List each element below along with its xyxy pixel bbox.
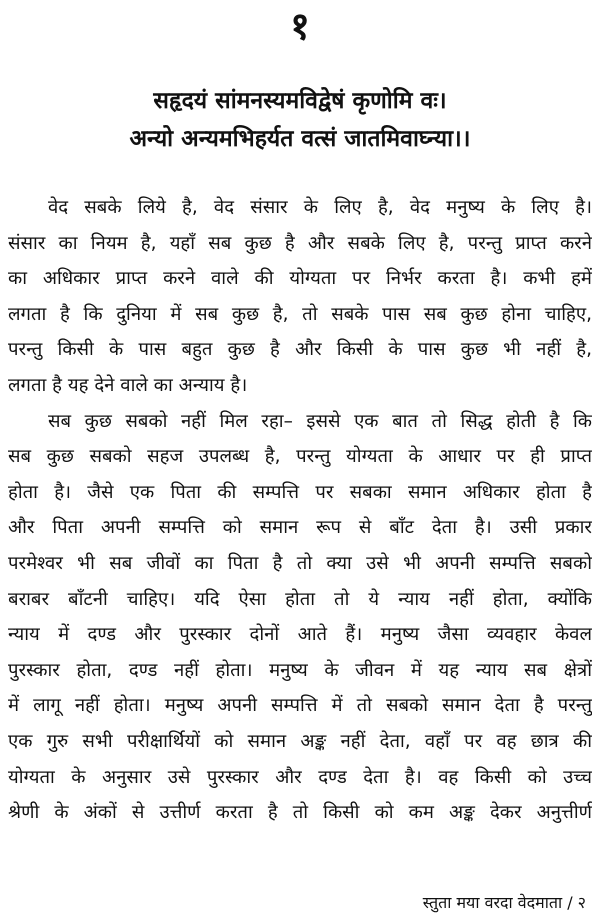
paragraph-1-line-2: संसार का नियम है, यहाँ सब कुछ है और सबके लिए है, परन्तु प्राप्त करने [8, 232, 592, 254]
paragraph-2-line-3: होता है। जैसे एक पिता की सम्पत्ति पर सबका समान अधिकार होता है [8, 481, 592, 503]
mantra-line-1: सहृदयं सांमनस्यमविद्वेषं कृणोमि वः। [153, 88, 447, 114]
paragraph-2-line-8: पुरस्कार होता, दण्ड नहीं होता। मनुष्य के जीवन में यह न्याय सब क्षेत्रों [8, 659, 592, 681]
page-number: १ [290, 4, 310, 48]
paragraph-2-line-1: सब कुछ सबको नहीं मिल रहा– इससे एक बात तो सिद्ध होती है कि [48, 410, 592, 432]
paragraph-2-line-10: एक गुरु सभी परीक्षार्थियों को समान अङ्क नहीं देता, वहाँ पर वह छात्र की [8, 730, 592, 752]
paragraph-1-line-4: लगता है कि दुनिया में सब कुछ है, तो सबके पास सब कुछ होना चाहिए, [8, 303, 592, 325]
paragraph-2-line-4: और पिता अपनी सम्पत्ति को समान रूप से बाँट देता है। उसी प्रकार [8, 517, 592, 539]
paragraph-2-line-12: श्रेणी के अंकों से उत्तीर्ण करता है तो किसी को कम अङ्क देकर अनुत्तीर्ण [8, 802, 592, 824]
paragraph-2-line-2: सब कुछ सबको सहज उपलब्ध है, परन्तु योग्यता के आधार पर ही प्राप्त [8, 446, 592, 468]
paragraph-2-line-7: न्याय में दण्ड और पुरस्कार दोनों आते हैं। मनुष्य जैसा व्यवहार केवल [8, 624, 592, 646]
running-footer: स्तुता मया वरदा वेदमाता / २ [422, 893, 586, 912]
vedic-mantra [0, 82, 600, 158]
paragraph-1-line-6: लगता है यह देने वाले का अन्याय है। [8, 374, 248, 396]
paragraph-1-line-3: का अधिकार प्राप्त करने वाले की योग्यता पर निर्भर करता है। कभी हमें [8, 268, 592, 290]
paragraph-1-line-5: परन्तु किसी के पास बहुत कुछ है और किसी के पास कुछ भी नहीं है, [8, 339, 592, 361]
paragraph-1-line-1: वेद सबके लिये है, वेद संसार के लिए है, वेद मनुष्य के लिए है। [48, 197, 592, 218]
paragraph-2-line-5: परमेश्वर भी सब जीवों का पिता है तो क्या उसे भी अपनी सम्पत्ति सबको [8, 552, 592, 574]
paragraph-2-line-9: में लागू नहीं होता। मनुष्य अपनी सम्पत्ति में तो सबको समान देता है परन्तु [8, 695, 592, 717]
paragraph-2-line-6: बराबर बाँटनी चाहिए। यदि ऐसा होता तो ये न्याय नहीं होता, क्योंकि [8, 588, 592, 610]
body-text [8, 190, 592, 831]
paragraph-2-line-11: योग्यता के अनुसार उसे पुरस्कार और दण्ड देता है। वह किसी को उच्च [8, 766, 592, 788]
mantra-line-2: अन्यो अन्यमभिहर्यत वत्सं जातमिवाघ्न्या।। [129, 126, 471, 152]
